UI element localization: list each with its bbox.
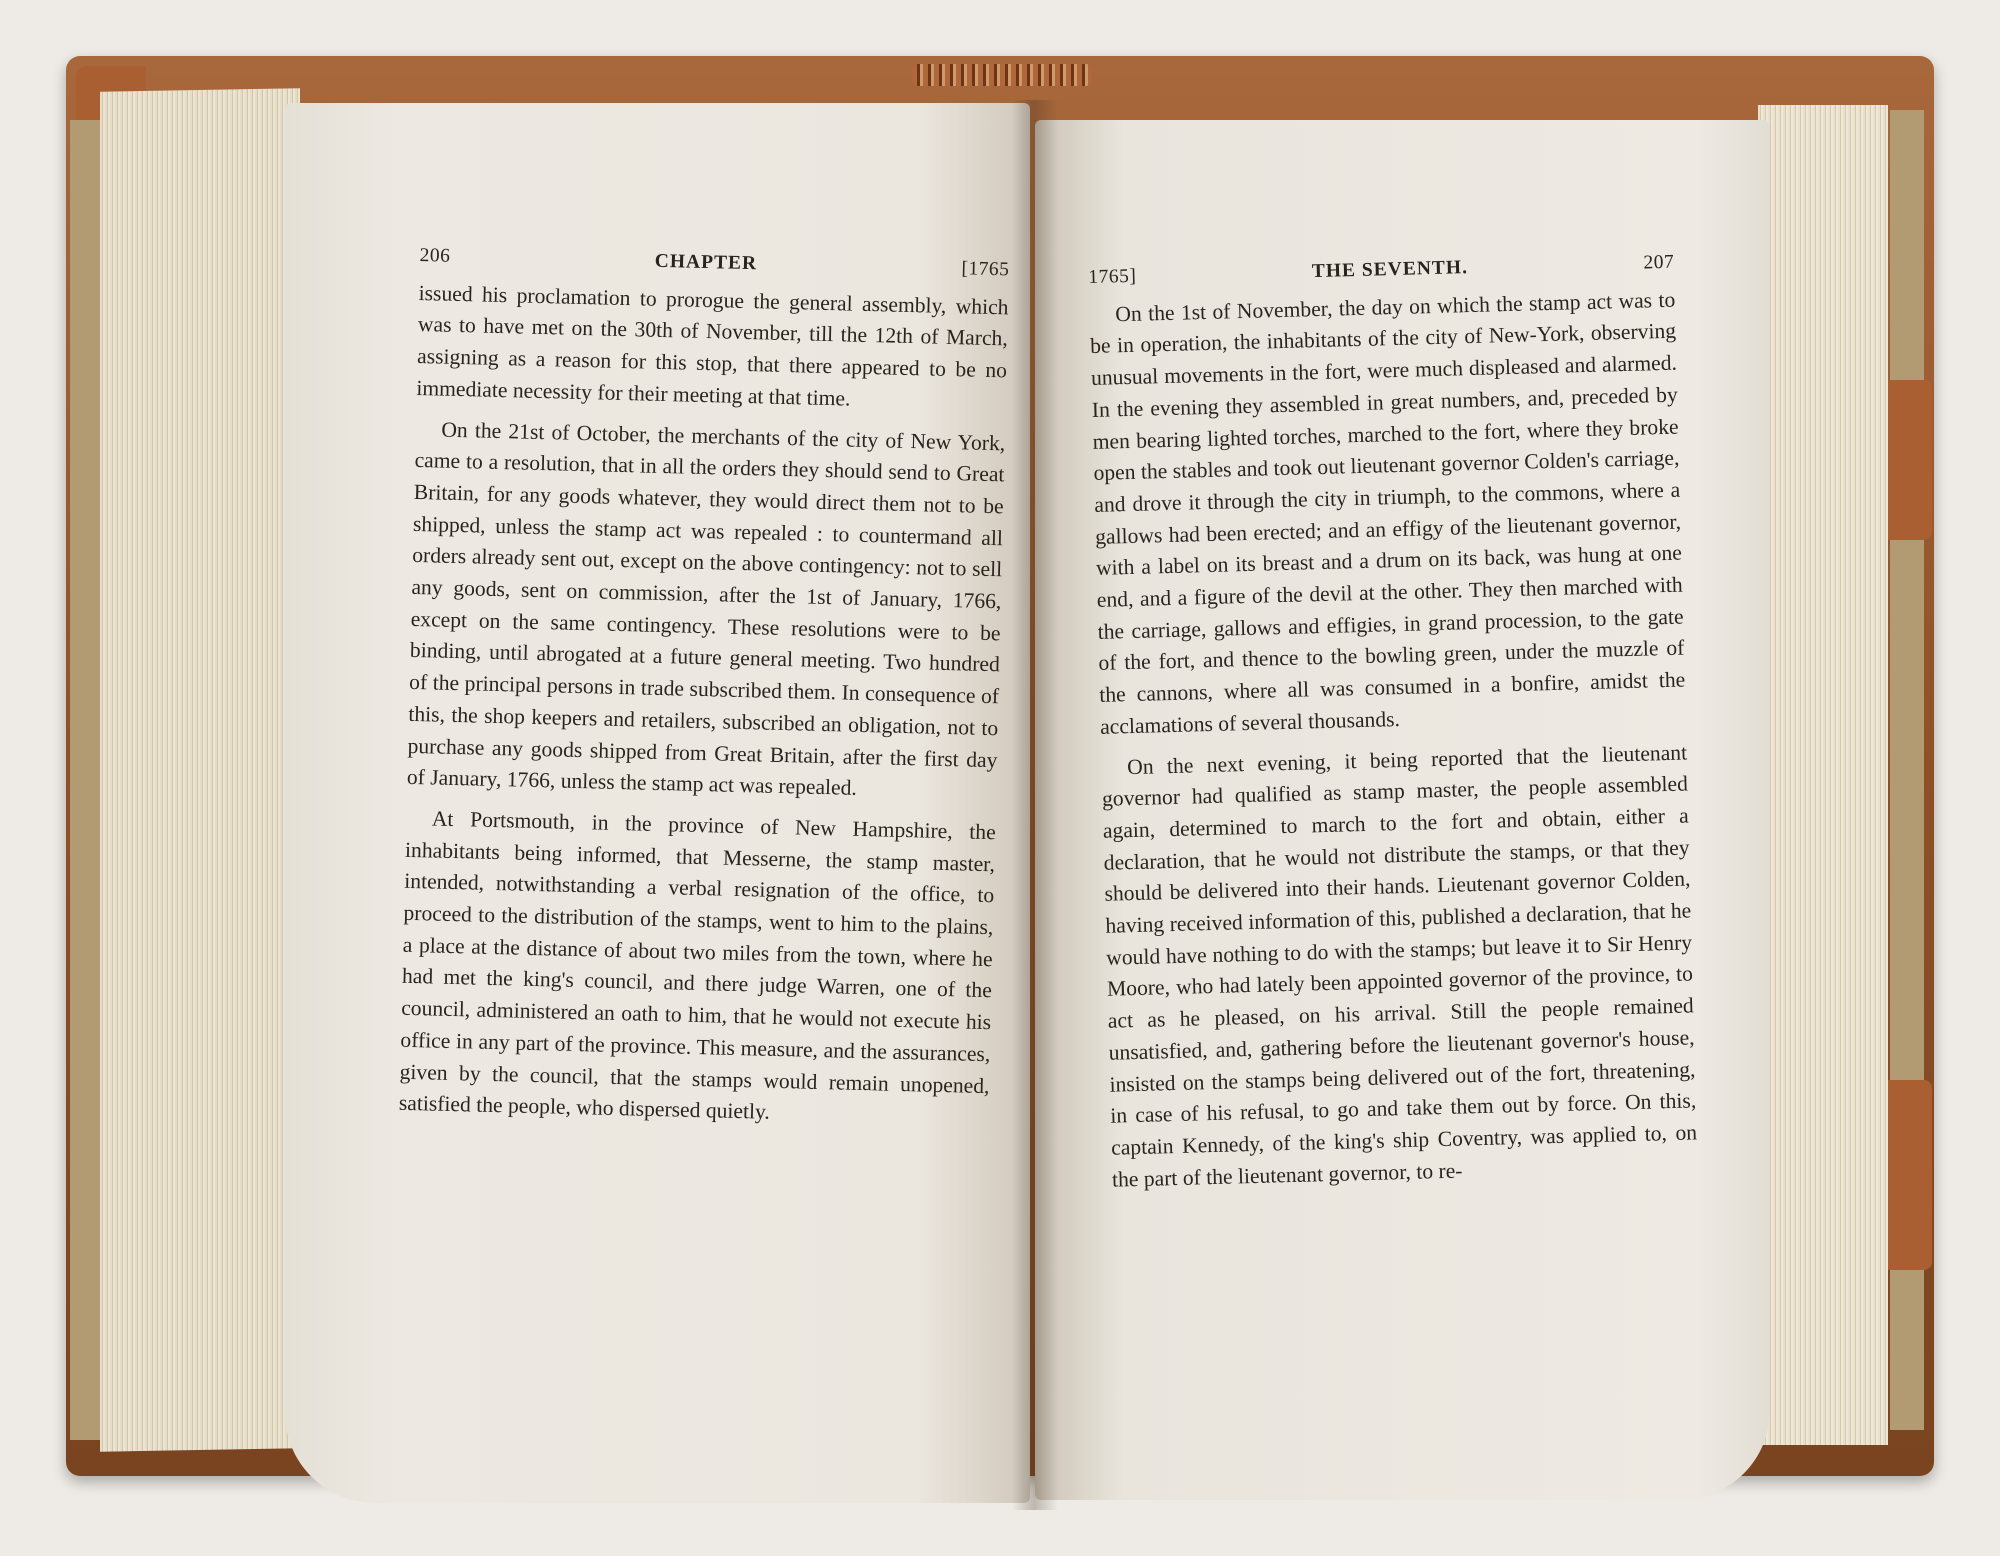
right-page-year: 1765] [1088,265,1137,288]
page-edges-right [1758,105,1888,1445]
left-page-year: [1765 [961,258,1010,281]
right-paragraph-1: On the 1st of November, the day on which the stamp act was to be in operation, the inhabitants of the city of New-York, observing unusual movements in the fort, were much displeased and alarmed. In the evening they assembled in great numbers, and, preceded by men bearing lighted torches, marched to the fort, where they broke open the stables and took out lieutenant governor Colden's carriage, and drove it through the city in triumph, to the commons, where a gallows had been erected; and an effigy of the lieutenant governor, with a label on its breast and a drum on its back, was hung at one end, and a figure of the devil at the other. They then marched with the carriage, gallows and effigies, in grand procession, to the gate of the fort, and thence to the bowling green, under the muzzle of the cannons, where all was consumed in a bonfire, amidst the acclamations of several thousands. [1089,287,1686,739]
book-spine-headband [912,64,1092,86]
left-page-text [398,240,1010,1143]
book-gutter-shadow [1012,100,1058,1510]
right-page-heading: THE SEVENTH. [1311,257,1469,283]
left-page-number: 206 [419,244,451,267]
cover-cloth-left [70,120,100,1440]
left-page-heading: CHAPTER [654,250,758,275]
left-paragraph-2: On the 21st of October, the merchants of the city of New York, came to a resolution, that in all the orders they should send to Great Britain, for any goods whatever, they would direct them not to be shipped, unless the stamp act was repealed : to countermand all orders already sent out, except on the above contingency: not to sell any goods, sent on commission, after the 1st of January, 1766, except on the same contingency. These resolutions were to be binding, until abrogated at a future general meeting. Two hundred of the principal persons in trade subscribed them. In consequence of this, the shop keepers and retailers, subscribed an obligation, not to purchase any goods shipped from Great Britain, after the first day of January, 1766, unless the stamp act was repealed. [406,417,1006,801]
right-page-number: 207 [1643,251,1675,274]
left-paragraph-1: issued his proclamation to prorogue the general assembly, which was to have met on the 30th of November, till the 12th of March, assigning as a reason for this stop, that there appeared to be no immediate necessity for their meeting at that time. [416,280,1009,411]
right-page-text [1088,247,1698,1205]
page-edges-left [100,88,300,1451]
left-paragraph-3: At Portsmouth, in the province of New Hampshire, the inhabitants being informed, that Messerne, the stamp master, intended, notwithstanding a verbal resignation of the office, to proceed to the distribution of the stamps, went to him to the plains, a place at the distance of about two miles from the town, where he had met the king's council, and there judge Warren, one of the council, administered an oath to him, that he would not execute his office in any part of the province. This measure, and the assurances, given by the council, that the stamps would remain unopened, satisfied the people, who dispersed quietly. [398,806,996,1125]
right-paragraph-2: On the next evening, it being reported that the lieutenant governor had qualified as stamp master, the people assembled again, determined to march to the fort and obtain, either a declaration, that he would not distribute the stamps, or that they should be delivered into their hands. Lieutenant governor Colden, having received information of this, published a declaration, that he would have nothing to do with the stamps; but leave it to Sir Henry Moore, who had lately been appointed governor of the province, to act as he pleased, on his arrival. Still the people remained unsatisfied, and, gathering before the lieutenant governor's house, insisted on the stamps being delivered out of the fort, threatening, in case of his refusal, to go and take them out by force. On this, captain Kennedy, of the king's ship Coventry, was applied to, on the part of the lieutenant governor, to re- [1101,740,1698,1192]
